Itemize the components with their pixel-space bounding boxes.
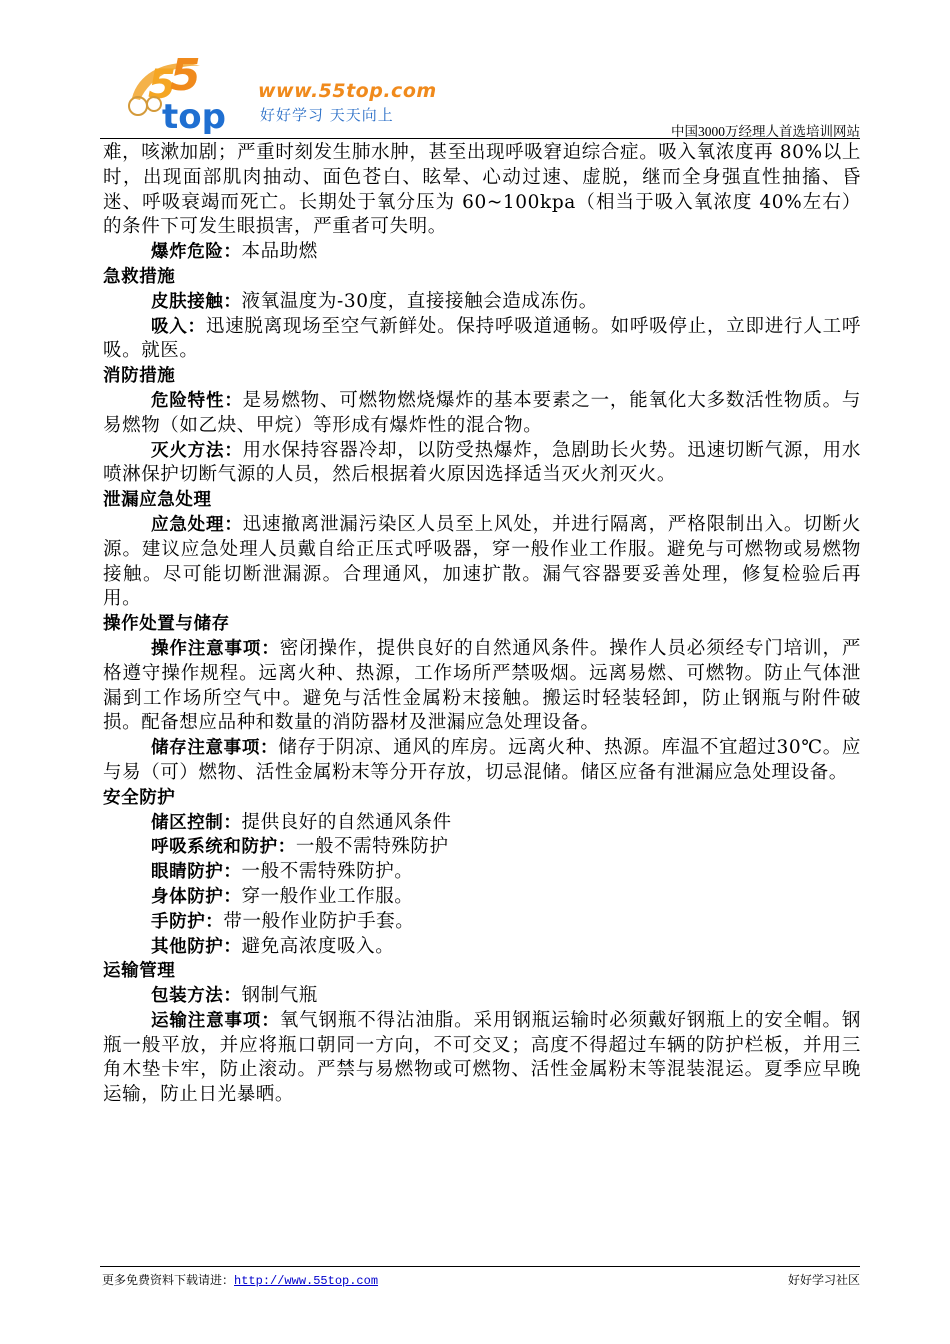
body-paragraph: 难，咳漱加剧；严重时刻发生肺水肿，甚至出现呼吸窘迫综合症。吸入氧浓度再 80%以上时，出现面部肌肉抽动、面色苍白、眩晕、心动过速、虚脱，继而全身强直性抽搐、昏迷、呼吸衰竭而死亡。长期处于氧分压为 60~100kpa（相当于吸入氧浓度 40%左右）的条件下可发生眼损害，严重者可失明。 <box>103 142 861 238</box>
item-text: 一般不需特殊防护。 <box>241 861 414 883</box>
footer-community-text: 好好学习社区 <box>787 1273 860 1287</box>
item-label: 爆炸危险： <box>151 242 242 263</box>
item-label: 运输注意事项： <box>151 1010 280 1031</box>
item-label: 操作注意事项： <box>151 638 280 659</box>
item-text: 一般不需特殊防护 <box>295 836 449 858</box>
content-item <box>103 835 861 860</box>
content-item <box>103 637 861 736</box>
content-item <box>103 885 861 910</box>
content-item <box>103 290 861 315</box>
section-heading: 操作处置与储存 <box>103 614 230 635</box>
footer-link[interactable]: http://www.55top.com <box>234 1274 379 1288</box>
content-item <box>103 439 861 489</box>
item-text: 钢制气瓶 <box>241 985 318 1007</box>
footer-rule <box>100 1266 860 1267</box>
header-tagline: 中国3000万经理人首选培训网站 <box>671 124 860 139</box>
svg-text:5: 5 <box>170 54 201 101</box>
item-label: 应急处理： <box>151 514 243 535</box>
item-text: 用水保持容器冷却，以防受热爆炸，急剧助长火势。迅速切断气源，用水喷淋保护切断气源的人员，然后根据着火原因选择适当灭火剂灭火。 <box>103 439 862 486</box>
section-heading: 运输管理 <box>103 961 176 982</box>
content-item <box>103 1009 861 1108</box>
page-header <box>100 52 860 140</box>
item-text: 避免高浓度吸入。 <box>241 935 395 957</box>
item-label: 包装方法： <box>151 986 242 1007</box>
section-heading: 安全防护 <box>103 787 176 808</box>
item-text: 迅速脱离现场至空气新鲜处。保持呼吸道通畅。如呼吸停止，立即进行人工呼吸。就医。 <box>103 315 861 362</box>
section-heading: 泄漏应急处理 <box>103 490 212 511</box>
item-label: 呼吸系统和防护： <box>151 837 296 858</box>
55top-logo <box>110 54 260 134</box>
item-label: 吸入： <box>151 316 206 337</box>
content-item <box>103 811 861 836</box>
item-label: 身体防护： <box>151 886 242 907</box>
content-item <box>103 389 861 439</box>
item-text: 带一般作业防护手套。 <box>223 910 415 932</box>
item-label: 眼睛防护： <box>151 862 242 883</box>
item-text: 提供良好的自然通风条件 <box>241 811 452 833</box>
content-item <box>103 860 861 885</box>
svg-text:5: 5 <box>148 62 176 108</box>
section-heading: 消防措施 <box>103 366 176 387</box>
item-label: 灭火方法： <box>151 440 243 461</box>
content-item <box>103 984 861 1009</box>
item-text: 氧气钢瓶不得沾油脂。采用钢瓶运输时必须戴好钢瓶上的安全帽。钢瓶一般平放，并应将瓶口朝同一方向，不可交叉；高度不得超过车辆的防护栏板，并用三角木垫卡牢，防止滚动。严禁与易燃物或可燃物、活性金属粉末等混装混运。夏季应早晚运输，防止日光暴晒。 <box>103 1009 861 1106</box>
item-label: 皮肤接触： <box>151 291 242 312</box>
item-text: 密闭操作，提供良好的自然通风条件。操作人员必须经专门培训，严格遵守操作规程。远离火种、热源，工作场所严禁吸烟。远离易燃、可燃物。防止气体泄漏到工作场所空气中。避免与活性金属粉末接触。搬运时轻装轻卸，防止钢瓶与附件破损。配备想应品种和数量的消防器材及泄漏应急处理设备。 <box>103 637 861 734</box>
item-label: 危险特性： <box>151 390 243 411</box>
svg-text:top: top <box>162 97 226 134</box>
item-text: 储存于阴凉、通风的库房。远离火种、热源。库温不宜超过30℃。应与易（可）燃物、活性金属粉末等分开存放，切忌混储。储区应备有泄漏应急处理设备。 <box>103 737 862 783</box>
item-text: 液氧温度为-30度，直接接触会造成冻伤。 <box>241 290 598 312</box>
item-text: 穿一般作业工作服。 <box>241 885 414 907</box>
section-heading: 急救措施 <box>103 266 176 287</box>
footer-left-text: 更多免费资料下载请进： <box>102 1273 235 1287</box>
content-item <box>103 910 861 935</box>
footer-download-note <box>102 1271 378 1288</box>
content-item <box>103 736 861 786</box>
page-footer <box>100 1266 860 1289</box>
content-item <box>103 240 861 265</box>
content-item <box>103 315 861 365</box>
item-label: 其他防护： <box>151 936 242 957</box>
item-label: 储存注意事项： <box>151 738 279 759</box>
item-label: 储区控制： <box>151 812 242 833</box>
logo-slogan: 好好学习 天天向上 <box>260 106 394 124</box>
document-body <box>103 141 861 1108</box>
item-label: 手防护： <box>151 911 224 932</box>
item-text: 迅速撤离泄漏污染区人员至上风处，并进行隔离，严格限制出入。切断火源。建议应急处理人员戴自给正压式呼吸器，穿一般作业工作服。避免与可燃物或易燃物接触。尽可能切断泄漏源。合理通风，加速扩散。漏气容器要妥善处理，修复检验后再用。 <box>103 513 862 610</box>
header-rule <box>100 138 860 139</box>
item-text: 本品助燃 <box>241 241 318 263</box>
logo-url-text: www.55top.com <box>258 80 437 102</box>
content-item <box>103 935 861 960</box>
content-item <box>103 513 861 612</box>
item-text: 是易燃物、可燃物燃烧爆炸的基本要素之一，能氧化大多数活性物质。与易燃物（如乙炔、甲烷）等形成有爆炸性的混合物。 <box>103 389 862 436</box>
